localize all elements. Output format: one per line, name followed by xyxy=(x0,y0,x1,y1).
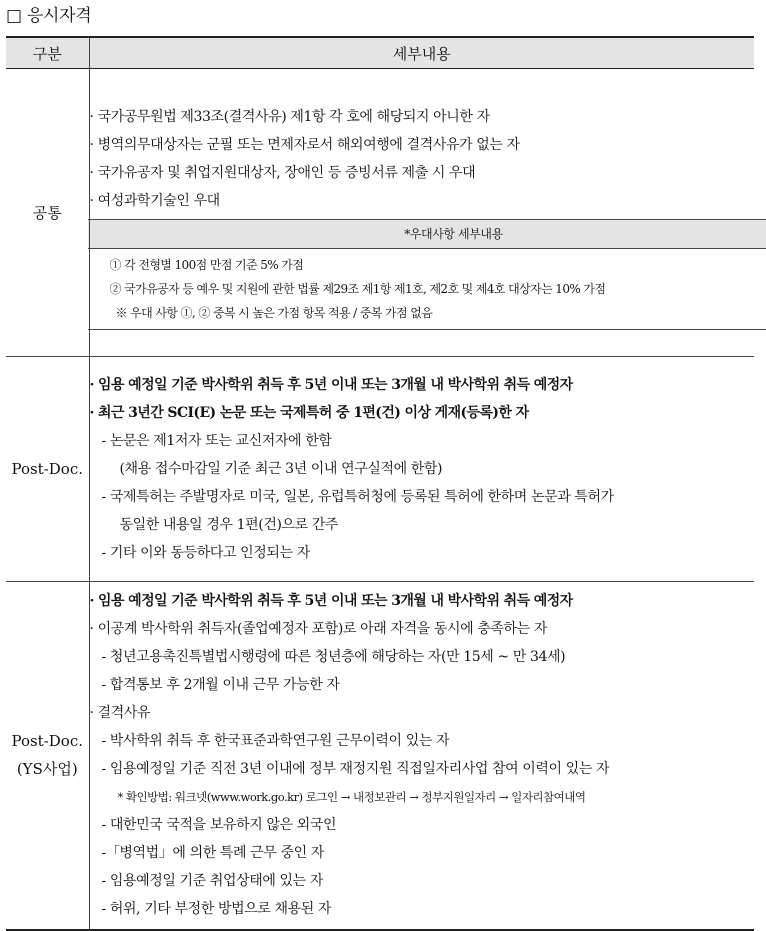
table-header-row xyxy=(6,37,754,69)
common-item: · 여성과학기술인 우대 xyxy=(90,187,755,215)
common-item: · 국가공무원법 제33조(결격사유) 제1항 각 호에 해당되지 아니한 자 xyxy=(90,103,755,131)
postdoc-line: 동일한 내용일 경우 1편(건)으로 간주 xyxy=(90,511,755,539)
ys-line: - 청년고용촉진특별법시행령에 따른 청년층에 해당하는 자(만 15세 ~ 만 34세) xyxy=(90,643,755,671)
ys-line: - 임용예정일 기준 직전 3년 이내에 정부 재정지원 직접일자리사업 참여 이력이 있는 자 xyxy=(90,755,755,783)
details-postdoc xyxy=(89,357,754,582)
ys-line: · 결격사유 xyxy=(90,699,755,727)
ys-line: - 임용예정일 기준 취업상태에 있는 자 xyxy=(90,867,755,895)
header-category: 구분 xyxy=(6,37,89,69)
postdoc-line: · 최근 3년간 SCI(E) 논문 또는 국제특허 중 1편(건) 이상 게재(등록)한 자 xyxy=(90,399,755,427)
ys-line: · 이공계 박사학위 취득자(졸업예정자 포함)로 아래 자격을 동시에 충족하는 자 xyxy=(90,615,755,643)
ys-line: -「병역법」에 의한 특례 근무 중인 자 xyxy=(90,839,755,867)
postdoc-line: (채용 접수마감일 기준 최근 3년 이내 연구실적에 한함) xyxy=(90,455,755,483)
details-common xyxy=(89,69,754,357)
ys-line: - 대한민국 국적을 보유하지 않은 외국인 xyxy=(90,811,755,839)
postdoc-line: - 논문은 제1저자 또는 교신저자에 한함 xyxy=(90,427,755,455)
category-ys-line1: Post-Doc. xyxy=(6,727,89,755)
ys-note: * 확인방법: 워크넷(www.work.go.kr) 로그인 → 내정보관리 → 정부지원일자리 → 일자리참여내역 xyxy=(90,783,755,811)
table-row-common xyxy=(6,69,754,357)
ys-line: · 임용 예정일 기준 박사학위 취득 후 5년 이내 또는 3개월 내 박사학위 취득 예정자 xyxy=(90,587,755,615)
ys-line: - 허위, 기타 부정한 방법으로 채용된 자 xyxy=(90,895,755,923)
table-row-ys xyxy=(6,582,754,930)
page-title: □ 응시자격 xyxy=(6,4,91,28)
category-postdoc: Post-Doc. xyxy=(6,357,89,582)
preference-line: ① 각 전형별 100점 만점 기준 5% 가점 xyxy=(88,253,766,277)
postdoc-line: - 국제특허는 주발명자로 미국, 일본, 유럽특허청에 등록된 특허에 한하며 논문과 특허가 xyxy=(90,483,755,511)
ys-line: - 합격통보 후 2개월 이내 근무 가능한 자 xyxy=(90,671,755,699)
postdoc-line: · 임용 예정일 기준 박사학위 취득 후 5년 이내 또는 3개월 내 박사학위 취득 예정자 xyxy=(90,371,755,399)
table-row-postdoc xyxy=(6,357,754,582)
common-item: · 국가유공자 및 취업지원대상자, 장애인 등 증빙서류 제출 시 우대 xyxy=(90,159,755,187)
category-common: 공통 xyxy=(6,69,89,357)
details-ys xyxy=(89,582,754,930)
eligibility-table xyxy=(6,36,754,931)
preference-note: ※ 우대 사항 ①, ② 중복 시 높은 가점 항목 적용 / 중복 가점 없음 xyxy=(88,301,766,325)
ys-line: - 박사학위 취득 후 한국표준과학연구원 근무이력이 있는 자 xyxy=(90,727,755,755)
preference-box xyxy=(88,219,766,330)
preference-title: *우대사항 세부내용 xyxy=(88,220,766,249)
header-details: 세부내용 xyxy=(89,37,754,69)
category-ys xyxy=(6,582,89,930)
preference-line: ② 국가유공자 등 예우 및 지원에 관한 법률 제29조 제1항 제1호, 제2호 및 제4호 대상자는 10% 가점 xyxy=(88,277,766,301)
common-item: · 병역의무대상자는 군필 또는 면제자로서 해외여행에 결격사유가 없는 자 xyxy=(90,131,755,159)
postdoc-line: - 기타 이와 동등하다고 인정되는 자 xyxy=(90,539,755,567)
category-ys-line2: (YS사업) xyxy=(6,755,89,783)
